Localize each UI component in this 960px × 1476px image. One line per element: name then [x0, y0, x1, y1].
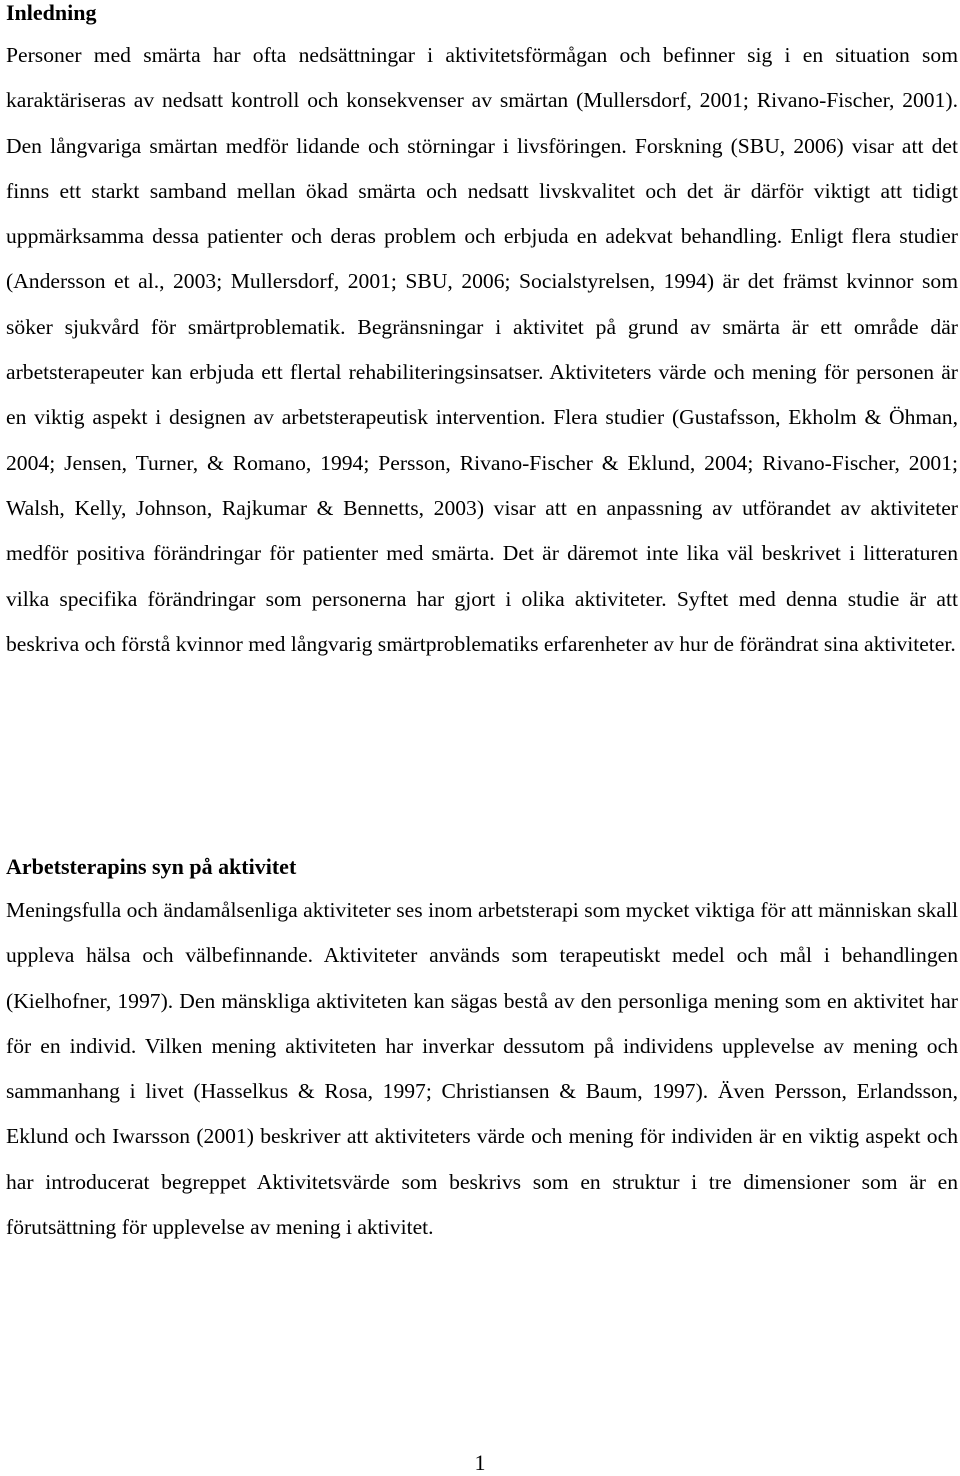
page-number: 1: [474, 1450, 486, 1475]
section-paragraph-arbetsterapins-syn: Meningsfulla och ändamålsenliga aktiviteter ses inom arbetsterapi som mycket viktiga för att människan skall uppleva hälsa och välbefinnande. Aktiviteter används som terapeutiskt medel och mål i behandlingen (Kielhofner, 1997). Den mänskliga aktiviteten kan sägas bestå av den personliga mening som en aktivitet har för en individ. Vilken mening aktiviteten har inverkar dessutom på individens upplevelse av mening och sammanhang i livet (Hasselkus & Rosa, 1997; Christiansen & Baum, 1997). Även Persson, Erlandsson, Eklund och Iwarsson (2001) beskriver att aktiviteters värde och mening för individen är en viktig aspekt och har introducerat begreppet Aktivitetsvärde som beskrivs som en struktur i tre dimensioner som är en förutsättning för upplevelse av mening i aktivitet.: [6, 898, 958, 1240]
section-heading-arbetsterapins-syn: Arbetsterapins syn på aktivitet: [6, 854, 297, 879]
section-heading-inledning: Inledning: [6, 0, 97, 25]
section-paragraph-inledning: Personer med smärta har ofta nedsättningar i aktivitetsförmågan och befinner sig i en situation som karaktäriseras av nedsatt kontroll och konsekvenser av smärtan (Mullersdorf, 2001; Rivano-Fischer, 2001). Den långvariga smärtan medför lidande och störningar i livsföringen. Forskning (SBU, 2006) visar att det finns ett starkt samband mellan ökad smärta och nedsatt livskvalitet och det är därför viktigt att tidigt uppmärksamma dessa patienter och deras problem och erbjuda en adekvat behandling. Enligt flera studier (Andersson et al., 2003; Mullersdorf, 2001; SBU, 2006; Socialstyrelsen, 1994) är det främst kvinnor som söker sjukvård för smärtproblematik. Begränsningar i aktivitet på grund av smärta är ett område där arbetsterapeuter kan erbjuda ett flertal rehabiliteringsinsatser. Aktiviteters värde och mening för personen är en viktig aspekt i designen av arbetsterapeutisk intervention. Flera studier (Gustafsson, Ekholm & Öhman, 2004; Jensen, Turner, & Romano, 1994; Persson, Rivano-Fischer & Eklund, 2004; Rivano-Fischer, 2001; Walsh, Kelly, Johnson, Rajkumar & Bennetts, 2003) visar att en anpassning av utförandet av aktiviteter medför positiva förändringar för patienter med smärta. Det är däremot inte lika väl beskrivet i litteraturen vilka specifika förändringar som personerna har gjort i olika aktiviteter. Syftet med denna studie är att beskriva och förstå kvinnor med långvarig smärtproblematiks erfarenheter av hur de förändrat sina aktiviteter.: [6, 43, 958, 656]
